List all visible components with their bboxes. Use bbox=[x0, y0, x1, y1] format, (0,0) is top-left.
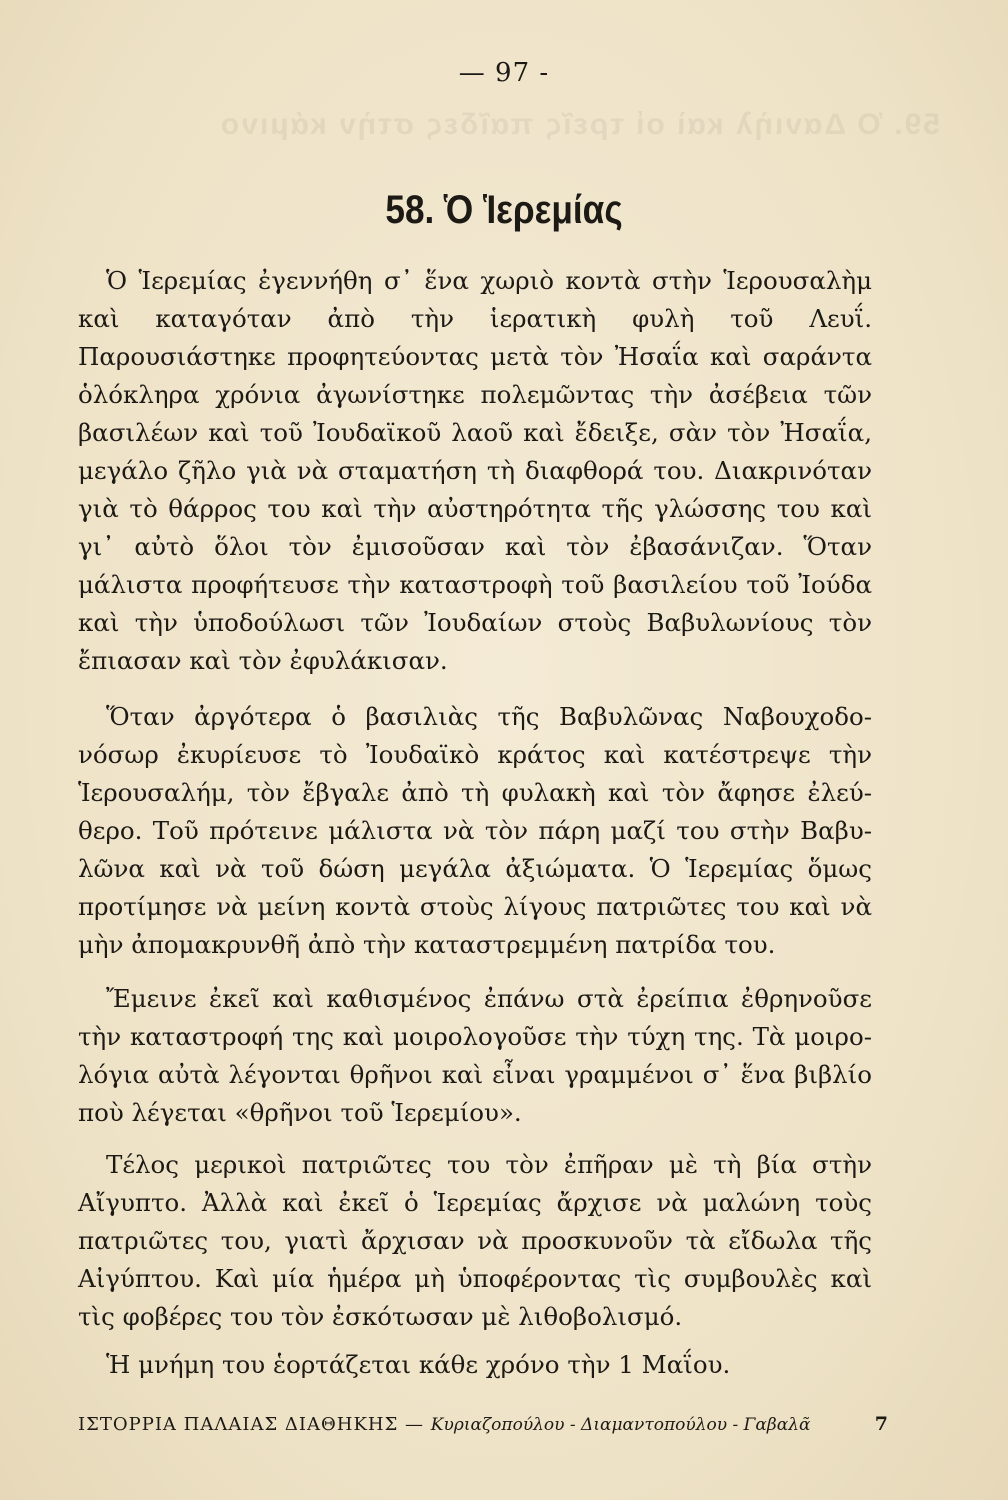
paragraph-4: Τέλος μερικοὶ πατριῶτες του τὸν ἐπῆραν μὲ τὴ βία στὴν Αἴγυπτο. Ἀλλὰ καὶ ἐκεῖ ὁ Ἱερεμίας ἄρχισε νὰ μαλώνη τοὺς πατριῶτες του, γιατὶ ἄρχισαν νὰ προσκυνοῦν τὰ εἴδωλα τῆς Αἰγύπτου. Καὶ μία ἡμέρα μὴ ὑποφέροντας τὶς συμβουλὲς καὶ τὶς φοβέρες του τὸν ἐσκότωσαν μὲ λιθοβολισμό. bbox=[78, 1150, 872, 1331]
footer-book-title: ΙΣΤΟΡΡΙΑ ΠΑΛΑΙΑΣ ΔΙΑΘΗΚΗΣ — bbox=[78, 1414, 425, 1435]
paragraph-2: Ὅταν ἀργότερα ὁ βασιλιὰς τῆς Βαβυλῶνας Ναβουχοδονόσωρ ἐκυρίευσε τὸ Ἰουδαϊκὸ κράτος καὶ κατέστρεψε τὴν Ἱερουσαλήμ, τὸν ἔβγαλε ἀπὸ τὴ φυλακὴ καὶ τὸν ἄφησε ἐλεύθερο. Τοῦ πρότεινε μάλιστα νὰ τὸν πάρη μαζί του στὴν Βαβυλῶνα καὶ νὰ τοῦ δώση μεγάλα ἀξιώματα. Ὁ Ἱερεμίας ὅμως προτίμησε νὰ μείνη κοντὰ στοὺς λίγους πατριῶτες του καὶ νὰ μὴν ἀπομακρυνθῆ ἀπὸ τὴν καταστρεμμένη πατρίδα του. bbox=[78, 702, 872, 959]
footer-authors: Κυριαζοπούλου - Διαμαντοπούλου - Γαβαλᾶ bbox=[430, 1415, 811, 1435]
footer-imprint bbox=[78, 1414, 810, 1435]
chapter-title: 58. Ὁ Ἱερεμίας bbox=[385, 188, 623, 232]
paragraph-1: Ὁ Ἱερεμίας ἐγεννήθη σ᾽ ἕνα χωριὸ κοντὰ στὴν Ἱερουσαλὴμ καὶ καταγόταν ἀπὸ τὴν ἱερατικὴ φυλὴ τοῦ Λευΐ. Παρουσιάστηκε προφητεύοντας μετὰ τὸν Ἠσαΐα καὶ σαράντα ὁλόκληρα χρόνια ἀγωνίστηκε πολεμῶντας τὴν ἀσέβεια τῶν βασιλέων καὶ τοῦ Ἰουδαϊκοῦ λαοῦ καὶ ἔδειξε, σὰν τὸν Ἠσαΐα, μεγάλο ζῆλο γιὰ νὰ σταματήση τὴ διαφθορά του. Διακρινόταν γιὰ τὸ θάρρος του καὶ τὴν αὐστηρότητα τῆς γλώσσης του καὶ γι᾽ αὐτὸ ὅλοι τὸν ἐμισοῦσαν καὶ τὸν ἐβασάνιζαν. Ὅταν μάλιστα προφήτευσε τὴν καταστροφὴ τοῦ βασιλείου τοῦ Ἰούδα καὶ τὴν ὑποδούλωσι τῶν Ἰουδαίων στοὺς Βαβυλωνίους τὸν ἔπιασαν καὶ τὸν ἐφυλάκισαν. bbox=[78, 266, 872, 675]
paragraph-5: Ἡ μνήμη του ἑορτάζεται κάθε χρόνο τὴν 1 Μαΐου. bbox=[106, 1350, 731, 1379]
paragraph-3: Ἔμεινε ἐκεῖ καὶ καθισμένος ἐπάνω στὰ ἐρείπια ἐθρηνοῦσε τὴν καταστροφή της καὶ μοιρολογοῦσε τὴν τύχη της. Τὰ μοιρολόγια αὐτὰ λέγονται θρῆνοι καὶ εἶναι γραμμένοι σ᾽ ἕνα βιβλίο ποὺ λέγεται «θρῆνοι τοῦ Ἱερεμίου». bbox=[78, 984, 872, 1127]
signature-mark: 7 bbox=[874, 1413, 888, 1435]
page-number: — 97 - bbox=[458, 58, 550, 88]
bleed-through-text: 59. Ὁ Δανιὴλ καὶ οἱ τρεῖς παῖδες στὴν κάμινο bbox=[218, 108, 940, 141]
body-text bbox=[78, 262, 872, 1384]
page-footer bbox=[78, 1413, 888, 1435]
